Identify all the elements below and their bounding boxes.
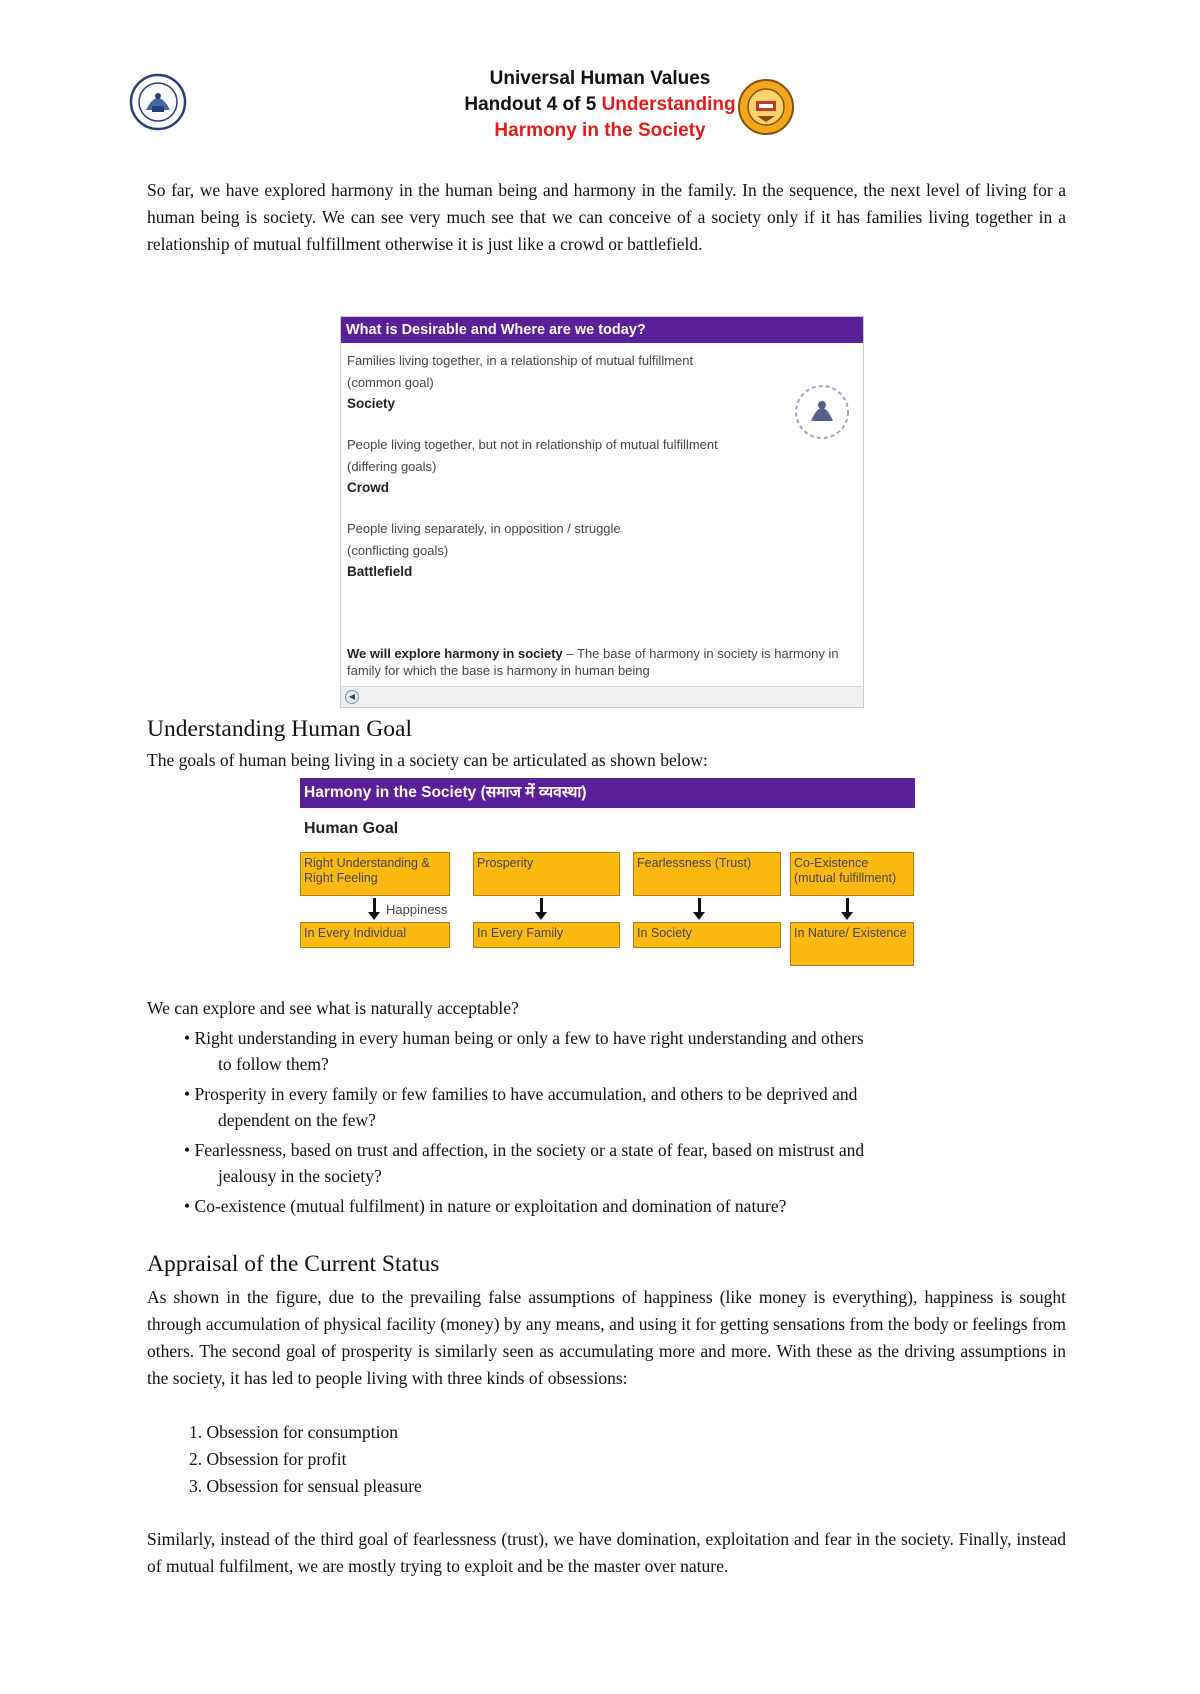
- level-box-individual: In Every Individual: [300, 922, 450, 948]
- battlefield-label: Battlefield: [347, 564, 413, 579]
- list-item: 1. Obsession for consumption: [189, 1422, 399, 1442]
- level-box-family: In Every Family: [473, 922, 620, 948]
- document-header: [0, 66, 1200, 144]
- header-title: Universal Human Values: [489, 68, 711, 89]
- horizontal-scrollbar[interactable]: [341, 686, 863, 707]
- header-subtitle: Handout 4 of 5 Understanding: [464, 94, 736, 115]
- list-item: • Right understanding in every human being or only a few to have right understanding and others to follow them?: [184, 1028, 864, 1074]
- goal-box-right-understanding: Right Understanding & Right Feeling: [300, 852, 450, 896]
- society-label: Society: [347, 396, 396, 411]
- slide-footnote: We will explore harmony in society – The base of harmony in society is harmony in family for which the base is harmony in human being: [347, 646, 839, 678]
- intro-paragraph: So far, we have explored harmony in the human being and harmony in the family. In the sequence, the next level of living for a human being is society. We can see very much see that we can conceive of a society only if it has families living together in a relationship of mutual fulfillment otherwise it is just like a crowd or battlefield.: [147, 180, 1066, 254]
- goal-box-prosperity: Prosperity: [473, 852, 620, 896]
- down-arrow-icon: [373, 898, 376, 913]
- university-emblem-logo: [737, 78, 795, 136]
- down-arrow-icon: [698, 898, 701, 913]
- human-goal-lead: The goals of human being living in a society can be articulated as shown below:: [147, 750, 708, 770]
- scroll-left-icon[interactable]: ◀: [345, 690, 359, 704]
- crowd-label: Crowd: [347, 480, 389, 495]
- seal-icon: [791, 379, 853, 445]
- down-arrow-icon: [540, 898, 543, 913]
- header-topic: Harmony in the Society: [494, 120, 706, 141]
- level-box-nature: In Nature/ Existence: [790, 922, 914, 966]
- happiness-label: Happiness: [386, 902, 448, 917]
- explore-lead: We can explore and see what is naturally acceptable?: [147, 998, 519, 1018]
- slide-title: Harmony in the Society (समाज में व्यवस्था): [300, 778, 915, 808]
- harmony-in-society-slide: [300, 778, 915, 968]
- list-item: 3. Obsession for sensual pleasure: [189, 1476, 422, 1496]
- goal-box-fearlessness: Fearlessness (Trust): [633, 852, 781, 896]
- list-item: • Co-existence (mutual fulfilment) in nature or exploitation and domination of nature?: [184, 1196, 787, 1216]
- section-heading-human-goal: Understanding Human Goal: [147, 716, 412, 742]
- crowd-description: People living together, but not in relationship of mutual fulfillment: [347, 437, 718, 452]
- crowd-goal: (differing goals): [347, 459, 437, 474]
- society-description: Families living together, in a relationship of mutual fulfillment: [347, 353, 694, 368]
- battlefield-goal: (conflicting goals): [347, 543, 449, 558]
- battlefield-description: People living separately, in opposition / struggle: [347, 521, 621, 536]
- list-item: • Prosperity in every family or few families to have accumulation, and others to be deprived and dependent on the few?: [184, 1084, 858, 1130]
- section-heading-appraisal: Appraisal of the Current Status: [147, 1251, 440, 1277]
- slide-title: What is Desirable and Where are we today?: [341, 317, 863, 343]
- level-box-society: In Society: [633, 922, 781, 948]
- list-item: 2. Obsession for profit: [189, 1449, 347, 1469]
- society-goal: (common goal): [347, 375, 434, 390]
- desirable-vs-today-slide: [340, 316, 864, 708]
- goal-box-co-existence: Co-Existence (mutual fulfillment): [790, 852, 914, 896]
- closing-paragraph: Similarly, instead of the third goal of fearlessness (trust), we have domination, exploitation and fear in the society. Finally, instead of mutual fulfilment, we are mostly trying to exploit and be the master over nature.: [147, 1529, 1066, 1576]
- appraisal-paragraph: As shown in the figure, due to the prevailing false assumptions of happiness (like money is everything), happiness is sought through accumulation of physical facility (money) by any means, and using it for getting sensations from the body or feelings from others. The second goal of prosperity is similarly seen as accumulating more and more. With these as the driving assumptions in the society, it has led to people living with three kinds of obsessions:: [147, 1287, 1066, 1388]
- slide-subtitle: Human Goal: [304, 820, 399, 837]
- acceptability-bullet-list: [184, 1025, 1064, 1223]
- list-item: • Fearlessness, based on trust and affection, in the society or a state of fear, based on mistrust and jealousy in the society?: [184, 1140, 865, 1186]
- obsessions-list: [189, 1419, 422, 1500]
- down-arrow-icon: [846, 898, 849, 913]
